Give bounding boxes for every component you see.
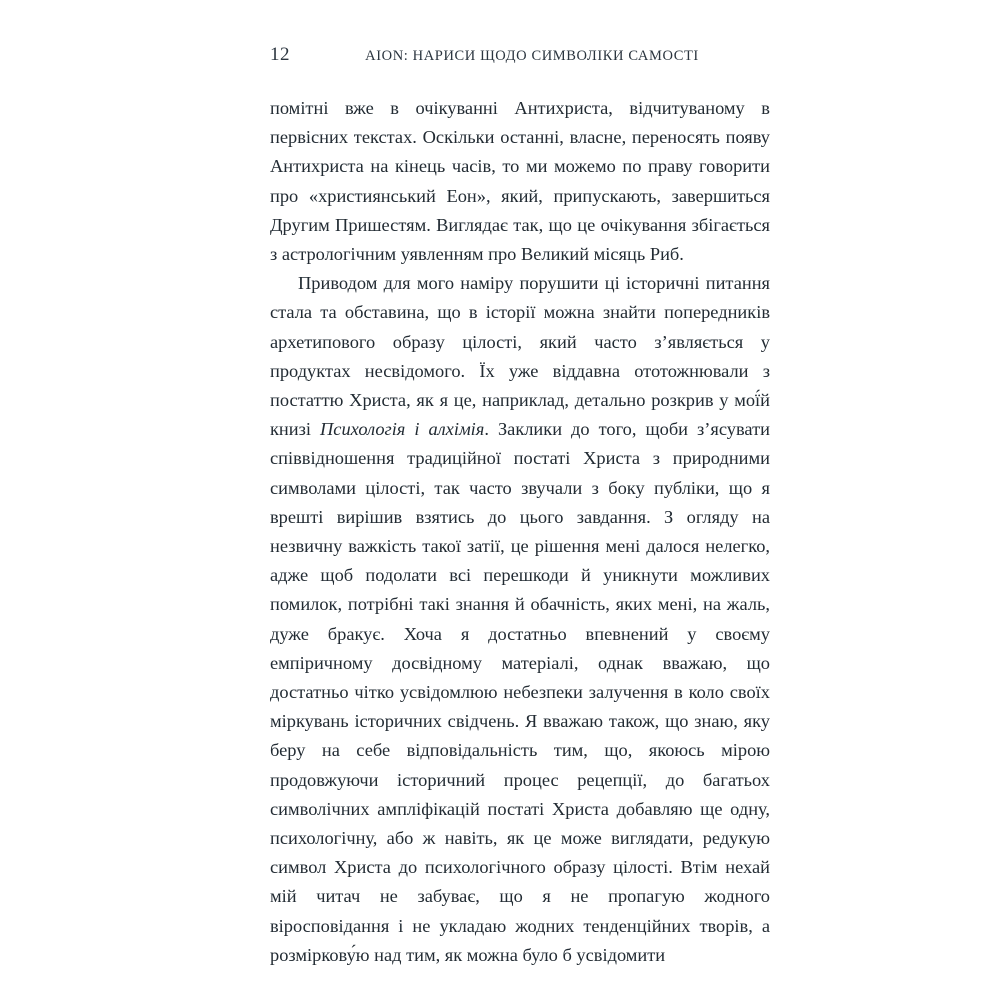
book-title-italic: Психологія і алхімія (320, 419, 485, 440)
running-head (270, 44, 770, 76)
paragraph-2-part-2: . Заклики до того, щоби з’ясувати співвідношення традиційної постаті Христа з природними символами цілості, так часто звучали з боку публіки, що я врешті вирішив взятись до цього завдання. З огляду на незвичну важкість такої затії, це рішення мені далося нелегко, адже щоб подолати всі перешкоди й уникнути можливих помилок, потрібні такі знання й обачність, яких мені, на жаль, дуже бракує. Хоча я достатньо впевнений у своєму емпіричному досвідному матеріалі, однак вважаю, що достатньо чітко усвідомлюю небезпеки залучення в коло своїх міркувань історичних свідчень. Я вважаю також, що знаю, яку беру на себе відповідальність тим, що, якоюсь мірою продовжуючи історичний процес рецепції, до багатьох символічних ампліфікацій постаті Христа добавляю ще одну, психологічну, або ж навіть, як це може виглядати, редукую символ Христа до психологічного образу цілості. Втім нехай мій читач не забуває, що я не пропагую жодного віросповідання і не укладаю жодних тенденційних творів, а розміркову́ю над тим, як можна було б усвідомити (270, 419, 770, 965)
paragraph-2-part-1: Приводом для мого наміру порушити ці історичні питання стала та обставина, що в історії можна знайти попередників архетипового образу цілості, який часто з’являється у продуктах несвідомого. Їх уже віддавна ототожнювали з постаттю Христа, як я це, наприклад, детально розкрив у мої́й книзі (270, 273, 770, 440)
paragraph-1: помітні вже в очікуванні Антихриста, відчитуваному в первісних текстах. Оскільки останні, власне, переносять появу Антихриста на кінець часів, то ми можемо по праву говорити про «християнський Еон», який, припускають, завершиться Другим Пришестям. Виглядає так, що це очікування збігається з астрологічним уявленням про Великий місяць Риб. (270, 98, 770, 265)
page-number: 12 (270, 44, 290, 65)
paragraph-2 (270, 269, 770, 970)
page-content-block (270, 44, 770, 970)
running-head-title: AION: НАРИСИ ЩОДО СИМВОЛІКИ САМОСТІ (365, 48, 699, 64)
body-text (270, 94, 770, 970)
